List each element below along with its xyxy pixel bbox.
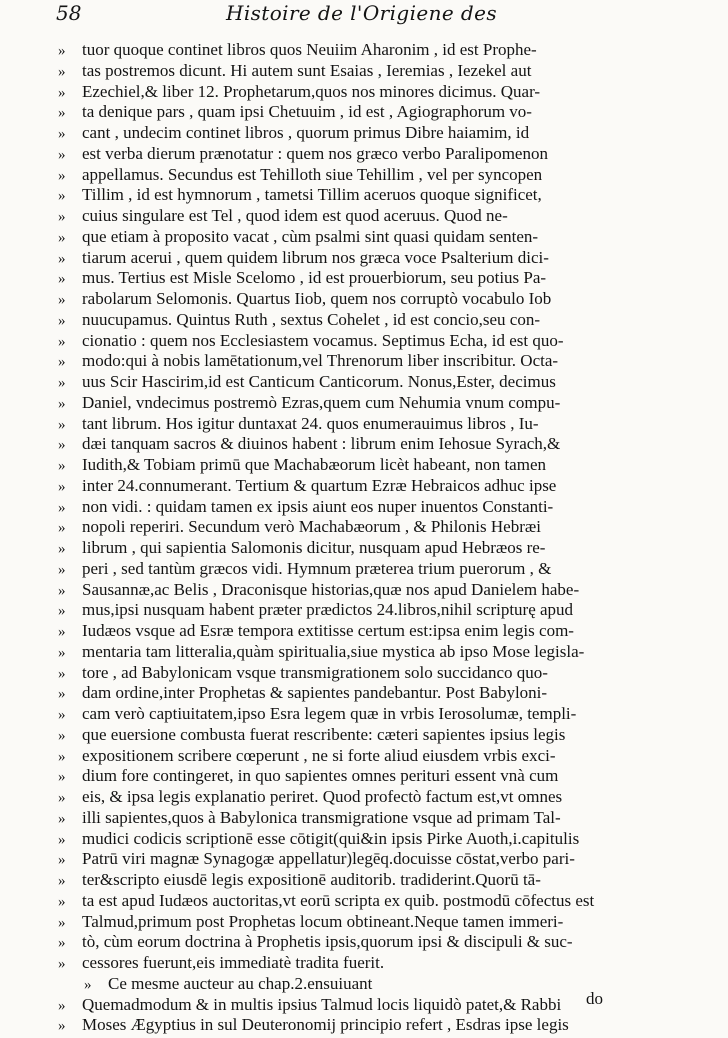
page-header bbox=[56, 0, 666, 26]
quotation-marker: » bbox=[58, 520, 66, 537]
text-line bbox=[58, 1013, 569, 1036]
line-text: Ezechiel,& liber 12. Prophetarum,quos nos minores dicimus. Quar- bbox=[82, 81, 541, 101]
text-line bbox=[58, 640, 584, 663]
quotation-marker: » bbox=[58, 250, 66, 267]
text-line bbox=[58, 204, 508, 227]
page-number: 58 bbox=[56, 1, 82, 25]
quotation-marker: » bbox=[58, 499, 66, 516]
line-text: uus Scir Hascirim,id est Canticum Canticorum. Nonus,Ester, decimus bbox=[82, 372, 556, 391]
line-text: tore , ad Babylonicam vsque transmigrationem solo succidanco quo- bbox=[82, 662, 548, 682]
quotation-marker: » bbox=[58, 43, 66, 59]
catchword: do bbox=[586, 989, 603, 1008]
line-text: non vidi. : quidam tamen ex ipsis aiunt eos nuper inuentos Constanti- bbox=[82, 496, 554, 516]
text-line bbox=[58, 557, 551, 580]
text-line bbox=[58, 764, 558, 787]
line-text: inter 24.connumerant. Tertium & quartum Ezræ Hebraicos adhuc ipse bbox=[82, 475, 557, 495]
text-line bbox=[58, 183, 542, 206]
text-line bbox=[58, 308, 540, 331]
quotation-marker: » bbox=[58, 582, 66, 599]
text-line bbox=[58, 827, 579, 850]
quotation-marker: » bbox=[58, 333, 66, 350]
text-line bbox=[58, 868, 541, 891]
quotation-marker: » bbox=[58, 852, 66, 869]
text-line bbox=[58, 847, 575, 870]
line-text: cionatio : quem nos Ecclesiastem vocamus. Septimus Echa, id est quo- bbox=[82, 330, 564, 350]
quotation-marker: » bbox=[58, 831, 66, 848]
text-line bbox=[58, 806, 561, 829]
quotation-marker: » bbox=[58, 644, 66, 661]
line-text: dium fore contingeret, in quo sapientes omnes perituri essent vnà cum bbox=[82, 766, 559, 786]
line-text: eis, & ipsa legis explanatio periret. Quod profectò factum est,vt omnes bbox=[82, 787, 563, 806]
quotation-marker: » bbox=[58, 292, 66, 308]
text-line bbox=[58, 246, 549, 269]
quotation-marker: » bbox=[58, 561, 66, 578]
line-text: rabolarum Selomonis. Quartus Iiob, quem nos corruptò vocabulo Iob bbox=[82, 289, 552, 308]
quotation-marker: » bbox=[58, 188, 66, 205]
quotation-marker: » bbox=[58, 790, 66, 806]
text-line bbox=[58, 723, 565, 746]
quotation-marker: » bbox=[58, 416, 66, 433]
line-text: Daniel, vndecimus postremò Ezras,quem cum Nehumia vnum compu- bbox=[82, 392, 561, 412]
text-line bbox=[58, 744, 556, 767]
quotation-marker: » bbox=[58, 395, 66, 412]
quotation-marker: » bbox=[58, 873, 66, 889]
line-text: cessores fuerunt,eis immediatè tradita fuerit. bbox=[82, 953, 385, 972]
quotation-marker: » bbox=[58, 956, 66, 972]
line-text: Talmud,primum post Prophetas locum obtineant.Neque tamen immeri- bbox=[82, 911, 564, 931]
text-line bbox=[58, 163, 542, 186]
quotation-marker: » bbox=[58, 769, 66, 786]
line-text: nopoli reperiri. Secundum verò Machabæorum , & Philonis Hebræi bbox=[82, 517, 541, 537]
line-text: Iudæos vsque ad Esræ tempora extitisse certum est:ipsa enim legis com- bbox=[82, 621, 574, 640]
line-text: Ce mesme aucteur au chap.2.ensuiuant bbox=[108, 973, 373, 993]
line-text: est verba dierum prænotatur : quem nos græco verbo Paralipomenon bbox=[82, 143, 548, 163]
line-text: peri , sed tantùm græcos vidi. Hymnum præterea trium puerorum , & bbox=[82, 558, 552, 578]
line-text: mus. Tertius est Misle Scelomo , id est prouerbiorum, seu potius Pa- bbox=[82, 268, 547, 288]
text-line bbox=[58, 121, 529, 144]
text-line bbox=[58, 38, 537, 61]
line-text: ta denique pars , quam ipsi Chetuuim , id est , Agiographorum vo- bbox=[82, 102, 532, 122]
line-text: tò, cùm eorum doctrina à Prophetis ipsis,quorum ipsi & discipuli & suc- bbox=[82, 932, 573, 952]
quotation-marker: » bbox=[58, 437, 66, 454]
text-line bbox=[58, 474, 556, 497]
line-text: Sausannæ,ac Belis , Draconisque historias,quæ nos apud Danielem habe- bbox=[82, 579, 580, 599]
running-title: Histoire de l'Origiene des bbox=[226, 1, 497, 25]
line-text: cant , undecim continet libros , quorum primus Dibre haiamim, id bbox=[82, 123, 530, 142]
quotation-marker: » bbox=[58, 707, 66, 723]
text-line bbox=[58, 619, 574, 642]
quotation-marker: » bbox=[58, 624, 66, 640]
quotation-marker: » bbox=[58, 727, 66, 744]
line-text: tiarum acerui , quem quidem librum nos græca voce Psalterium dici- bbox=[82, 247, 549, 267]
line-text: librum , qui sapientia Salomonis dicitur, nusquam apud Hebræos re- bbox=[82, 538, 546, 557]
line-text: expositionem scribere cœperunt , ne si forte aliud eiusdem vrbis exci- bbox=[82, 745, 556, 765]
text-line bbox=[58, 412, 539, 435]
text-line bbox=[58, 432, 560, 455]
text-line bbox=[58, 142, 548, 165]
text-line bbox=[58, 661, 548, 684]
quotation-marker: » bbox=[58, 63, 66, 80]
line-text: Quemadmodum & in multis ipsius Talmud locis liquidò patet,& Rabbi bbox=[82, 994, 562, 1014]
line-text: illi sapientes,quos à Babylonica transmigratione vsque ad primam Tal- bbox=[82, 807, 561, 827]
line-text: que euersione combusta fuerat rescribente: cæteri sapientes ipsius legis bbox=[82, 724, 566, 744]
quotation-marker: » bbox=[58, 312, 66, 329]
quotation-marker: » bbox=[58, 84, 66, 101]
line-text: Moses Ægyptius in sul Deuteronomij principio refert , Esdras ipse legis bbox=[82, 1015, 569, 1035]
quotation-marker: » bbox=[58, 541, 66, 557]
quotation-marker: » bbox=[58, 686, 66, 703]
quotation-marker: » bbox=[58, 1018, 66, 1035]
text-line bbox=[58, 100, 532, 123]
text-line bbox=[58, 536, 545, 559]
text-line bbox=[58, 785, 562, 808]
line-text: tuor quoque continet libros quos Neuiim Aharonim , id est Prophe- bbox=[82, 40, 537, 59]
text-line bbox=[58, 349, 558, 372]
text-line bbox=[58, 225, 538, 248]
line-text: modo:qui à nobis lamētationum,vel Threnorum liber inscribitur. Octa- bbox=[82, 351, 559, 371]
line-text: ta est apud Iudæos auctoritas,vt eorū scripta ex quib. postmodū cōfectus est bbox=[82, 890, 595, 910]
line-text: appellamus. Secundus est Tehilloth siue Tehillim , vel per syncopen bbox=[82, 164, 543, 184]
text-line bbox=[58, 681, 547, 704]
text-line bbox=[58, 266, 546, 289]
quotation-marker: » bbox=[58, 354, 66, 371]
line-text: Tillim , id est hymnorum , tametsi Tillim aceruos quoque significet, bbox=[82, 185, 542, 205]
text-line bbox=[58, 80, 540, 103]
text-line bbox=[58, 910, 563, 933]
text-line bbox=[58, 930, 573, 953]
line-text: mentaria tam litteralia,quàm spiritualia,siue mystica ab ipso Mose legisla- bbox=[82, 641, 585, 661]
quotation-marker: » bbox=[58, 893, 66, 910]
quotation-marker: » bbox=[58, 478, 66, 495]
quotation-marker: » bbox=[58, 603, 66, 620]
quotation-marker: » bbox=[84, 976, 92, 993]
quotation-marker: » bbox=[58, 167, 66, 184]
line-text: Iudith,& Tobiam primū que Machabæorum licèt habeant, non tamen bbox=[82, 455, 546, 474]
quotation-marker: » bbox=[58, 810, 66, 827]
text-line bbox=[58, 59, 531, 82]
text-line bbox=[58, 287, 551, 310]
quotation-marker: » bbox=[58, 146, 66, 163]
line-text: cuius singulare est Tel , quod idem est quod aceruus. Quod ne- bbox=[82, 206, 508, 225]
text-line bbox=[84, 972, 372, 995]
quotation-marker: » bbox=[58, 935, 66, 952]
line-text: mudici codicis scriptionē esse cōtigit(qui&in ipsis Pirke Auoth,i.capitulis bbox=[82, 828, 580, 848]
quotation-marker: » bbox=[58, 458, 66, 474]
text-line bbox=[58, 329, 564, 352]
text-line bbox=[58, 495, 553, 518]
line-text: ter&scripto eiusdē legis expositionē auditorib. tradiderint.Quorū tā- bbox=[82, 870, 541, 889]
text-line bbox=[58, 702, 576, 725]
quotation-marker: » bbox=[58, 997, 66, 1014]
text-line bbox=[58, 598, 573, 621]
text-line bbox=[58, 515, 541, 538]
line-text: mus,ipsi nusquam habent præter prædictos 24.libros,nihil scripturę apud bbox=[82, 600, 574, 620]
line-text: dam ordine,inter Prophetas & sapientes pandebantur. Post Babyloni- bbox=[82, 683, 548, 703]
quotation-marker: » bbox=[58, 105, 66, 122]
line-text: tas postremos dicunt. Hi autem sunt Esaias , Ieremias , Iezekel aut bbox=[82, 60, 532, 80]
quotation-marker: » bbox=[58, 914, 66, 931]
text-line bbox=[58, 453, 546, 476]
line-text: nuucupamus. Quintus Ruth , sextus Cohelet , id est concio,seu con- bbox=[82, 309, 540, 329]
line-text: cam verò captiuitatem,ipso Esra legem quæ in vrbis Ierosolumæ, templi- bbox=[82, 704, 577, 723]
quotation-marker: » bbox=[58, 271, 66, 288]
line-text: tant librum. Hos igitur duntaxat 24. quos enumerauimus libros , Iu- bbox=[82, 413, 539, 433]
text-line bbox=[58, 391, 560, 414]
text-line bbox=[58, 578, 579, 601]
quotation-marker: » bbox=[58, 126, 66, 142]
quotation-marker: » bbox=[58, 665, 66, 682]
text-line bbox=[58, 370, 556, 393]
line-text: Patrū viri magnæ Synagogæ appellatur)legēq.docuisse cōstat,verbo pari- bbox=[82, 849, 575, 869]
quotation-marker: » bbox=[58, 229, 66, 246]
line-text: que etiam à proposito vacat , cùm psalmi sint quasi quidam senten- bbox=[82, 226, 539, 246]
quotation-marker: » bbox=[58, 375, 66, 391]
text-line bbox=[58, 889, 594, 912]
line-text: dæi tanquam sacros & diuinos habent : librum enim Iehosue Syrach,& bbox=[82, 434, 561, 454]
quotation-marker: » bbox=[58, 748, 66, 765]
quotation-marker: » bbox=[58, 209, 66, 225]
text-line bbox=[58, 951, 384, 974]
text-line bbox=[58, 993, 561, 1016]
